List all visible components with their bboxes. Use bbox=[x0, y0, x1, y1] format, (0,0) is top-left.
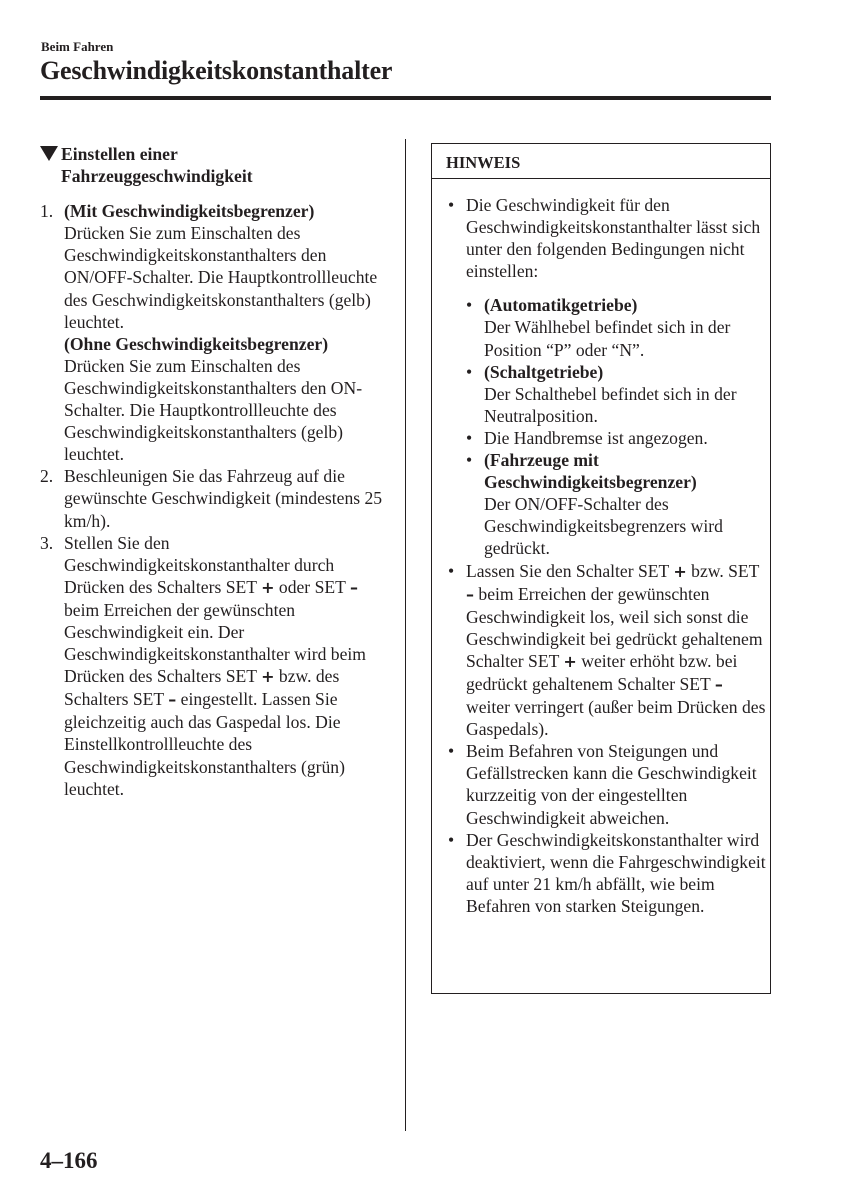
minus-icon: – bbox=[714, 674, 723, 694]
note-subitem bbox=[466, 449, 770, 559]
note-title: HINWEIS bbox=[432, 144, 770, 179]
note-item bbox=[448, 740, 770, 828]
note-subitem bbox=[466, 427, 770, 449]
triangle-down-icon bbox=[40, 146, 58, 161]
note-item bbox=[448, 560, 770, 741]
section-heading-line1: Einstellen einer bbox=[61, 144, 178, 164]
note-box bbox=[431, 143, 771, 994]
step-sub-label: (Mit Geschwindigkeitsbegrenzer) bbox=[64, 201, 315, 222]
bullet: • bbox=[448, 560, 455, 581]
note-text: Der Wählhebel befindet sich in der Position “P” oder “N”. bbox=[484, 317, 731, 360]
step-text: eingestellt. Lassen Sie gleichzeitig auch das Gaspedal los. Die Einstellkontrollleuchte des Geschwindigkeitskonstanthalters (grün) leuchtet. bbox=[64, 689, 345, 799]
minus-icon: – bbox=[466, 584, 474, 604]
plus-icon: + bbox=[673, 561, 687, 581]
list-item bbox=[40, 465, 390, 531]
note-text: Beim Befahren von Steigungen und Gefällstrecken kann die Geschwindigkeit kurzzeitig von der eingestellten Geschwindigkeit abweichen. bbox=[466, 741, 757, 828]
bullet: • bbox=[448, 829, 455, 850]
plus-icon: + bbox=[563, 651, 577, 671]
note-text: beim Erreichen der gewünschten Geschwindigkeit los, weil sich sonst die Geschwindigkeit bei gedrückt gehaltenem Schalter SET bbox=[466, 583, 763, 671]
plus-icon: + bbox=[261, 667, 275, 687]
note-text: Die Handbremse ist angezogen. bbox=[484, 427, 708, 448]
bullet: • bbox=[448, 195, 455, 215]
main-column bbox=[40, 143, 390, 800]
list-item bbox=[40, 200, 390, 465]
note-text: weiter erhöht bzw. bei gedrückt gehaltenem Schalter SET bbox=[466, 650, 738, 694]
note-text: Der Schalthebel befindet sich in der Neutralposition. bbox=[484, 383, 737, 426]
step-number: 2. bbox=[40, 466, 54, 487]
step-text: Drücken Sie zum Einschalten des Geschwindigkeitskonstanthalters den ON/OFF-Schalter. Die Hauptkontrollleuchte des Geschwindigkeitskonstanthalters (gelb) leuchtet. bbox=[64, 223, 378, 332]
bullet: • bbox=[466, 427, 473, 448]
bullet: • bbox=[448, 741, 455, 762]
section-heading bbox=[40, 143, 390, 187]
bullet: • bbox=[466, 450, 473, 471]
list-item bbox=[40, 532, 390, 800]
step-text: bzw. des Schalters SET bbox=[64, 666, 340, 710]
note-item bbox=[448, 194, 770, 282]
note-subitem bbox=[466, 361, 770, 427]
page-number: 4–166 bbox=[40, 1148, 98, 1173]
note-sub-label: (Schaltgetriebe) bbox=[484, 361, 604, 382]
note-text: Lassen Sie den Schalter SET bbox=[466, 560, 669, 581]
note-text: Der ON/OFF-Schalter des Geschwindigkeitsbegrenzers wird gedrückt. bbox=[484, 494, 723, 559]
note-sub-label: (Fahrzeuge mit Geschwindigkeitsbegrenzer) bbox=[484, 450, 697, 493]
page-title: Geschwindigkeitskonstanthalter bbox=[40, 56, 393, 85]
bullet: • bbox=[466, 295, 473, 316]
note-text: Der Geschwindigkeitskonstanthalter wird deaktiviert, wenn die Fahrgeschwindigkeit auf unter 21 km/h abfällt, wie beim Befahren von starken Steigungen. bbox=[466, 829, 766, 916]
note-text: Die Geschwindigkeit für den Geschwindigkeitskonstanthalter lässt sich unter den folgenden Bedingungen nicht einstellen: bbox=[466, 195, 761, 282]
step-text: Stellen Sie den Geschwindigkeitskonstanthalter durch Drücken des Schalters SET bbox=[64, 532, 335, 597]
section-heading-line2: Fahrzeuggeschwindigkeit bbox=[61, 166, 253, 187]
chapter-label: Beim Fahren bbox=[41, 39, 114, 54]
step-sub-label: (Ohne Geschwindigkeitsbegrenzer) bbox=[64, 333, 329, 354]
steps-list bbox=[40, 200, 390, 800]
note-text: weiter verringert (außer beim Drücken des Gaspedals). bbox=[466, 697, 766, 740]
step-number: 1. bbox=[40, 201, 54, 222]
minus-icon: – bbox=[168, 690, 177, 710]
note-text: bzw. SET bbox=[691, 560, 760, 581]
note-item bbox=[448, 829, 770, 917]
step-text: Drücken Sie zum Einschalten des Geschwindigkeitskonstanthalters den ON-Schalter. Die Hauptkontrollleuchte des Geschwindigkeitskonstanthalters (gelb) leuchtet. bbox=[64, 355, 363, 465]
step-text: oder SET bbox=[278, 576, 346, 597]
note-sub-label: (Automatikgetriebe) bbox=[484, 295, 638, 316]
plus-icon: + bbox=[261, 577, 275, 597]
bullet: • bbox=[466, 361, 473, 382]
note-subitem bbox=[466, 294, 770, 360]
step-text: beim Erreichen der gewünschten Geschwindigkeit ein. Der Geschwindigkeitskonstanthalter wird beim Drücken des Schalters SET bbox=[64, 599, 366, 687]
minus-icon: – bbox=[349, 577, 358, 597]
title-rule bbox=[40, 96, 771, 100]
step-number: 3. bbox=[40, 532, 54, 553]
step-text: Beschleunigen Sie das Fahrzeug auf die gewünschte Geschwindigkeit (mindestens 25 km/h). bbox=[64, 466, 383, 531]
column-divider bbox=[405, 139, 406, 1131]
